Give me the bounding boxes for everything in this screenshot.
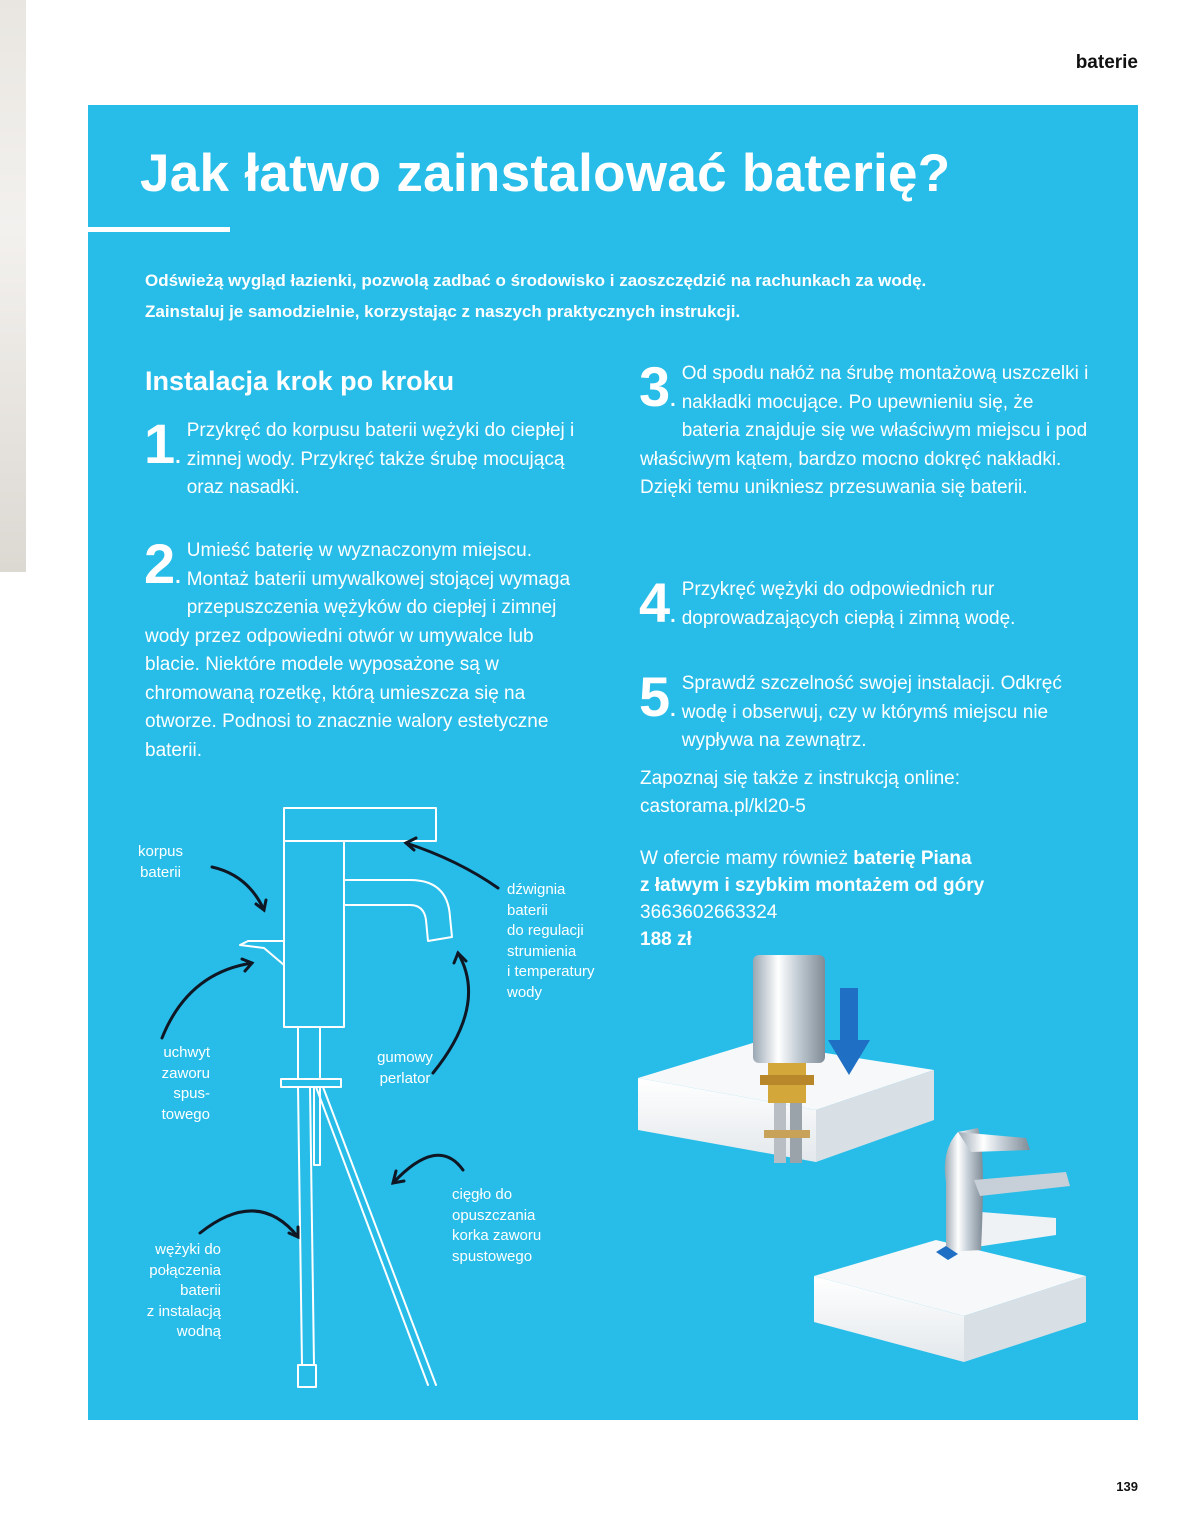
online-link[interactable]: castorama.pl/kl20-5 [640,796,806,817]
offer-code: 3663602663324 [640,902,778,923]
step-number: 5. [639,665,676,728]
offer-product: baterię Piana [853,848,972,869]
label-ciegno: cięgło do opuszczania korka zaworu spustowego [452,1186,542,1265]
faucet-outline [240,808,452,1387]
step-number: 2. [144,532,181,595]
intro-line-2: Zainstaluj je samodzielnie, korzystając z naszych praktycznych instrukcji. [145,302,741,321]
product-illustration [636,950,1096,1410]
diagram-arrows [162,838,498,1237]
label-wezyki: wężyki do połączenia baterii z instalacją wodną [146,1241,221,1340]
offer-prefix: W ofercie mamy również [640,848,854,869]
step-text: Przykręć wężyki do odpowiednich rur doprowadzających ciepłą i zimną wodę. [681,579,1016,629]
section-label: baterie [1075,52,1138,73]
step-number: 4. [639,571,676,634]
step-number: 1. [144,412,181,475]
step-text: Przykręć do korpusu baterii wężyki do ciepłej i zimnej wody. Przykręć także śrubę mocującą oraz nasadki. [186,420,575,498]
step-number: 3. [639,355,676,418]
previous-page-edge [0,0,26,572]
step-text: Od spodu nałóż na śrubę montażową uszczelki i nakładki mocujące. Po upewnieniu się, że bateria znajduje się we właściwym miejscu i pod właściwym kątem, bardzo mocno dokręć nakładki. Dzięki temu unikniesz przesuwania się baterii. [640,363,1089,498]
step-text: Sprawdź szczelność swojej instalacji. Odkręć wodę i obserwuj, czy w którymś miejscu nie wypływa na zewnątrz. [681,673,1062,751]
offer-price: 188 zł [640,929,692,950]
label-dzwignia: dźwignia baterii do regulacji strumienia i temperatury wody [507,881,595,1001]
online-text: Zapoznaj się także z instrukcją online: [640,768,960,789]
intro-line-1: Odświeżą wygląd łazienki, pozwolą zadbać o środowisko i zaoszczędzić na rachunkach za wodę. [145,271,927,290]
page-title: Jak łatwo zainstalować baterię? [140,144,951,203]
label-korpus: korpus baterii [137,843,184,881]
instruction-panel [88,105,1138,1420]
offer-line-2: z łatwym i szybkim montażem od góry [640,875,985,896]
page-number: 139 [1116,1479,1138,1494]
steps-heading: Instalacja krok po kroku [145,366,455,396]
step-text: Umieść baterię w wyznaczonym miejscu. Montaż baterii umywalkowej stojącej wymaga przepuszczenia wężyków do ciepłej i zimnej wody przez odpowiedni otwór w umywalce lub blacie. Niektóre modele wyposażone są w chromowaną rozetkę, którą umieszcza się na otworze. Podnosi to znacznie walory estetyczne baterii. [145,540,571,761]
label-uchwyt: uchwyt zaworu spus- towego [161,1044,210,1123]
label-perlator: gumowy perlator [377,1049,433,1087]
